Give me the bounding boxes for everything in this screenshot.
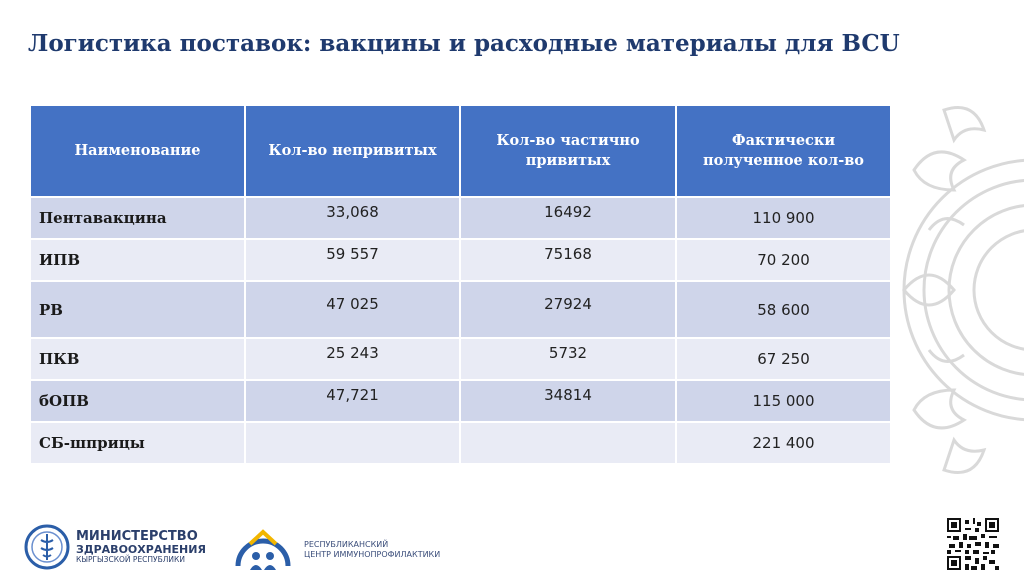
- row-name: СБ-шприцы: [30, 422, 245, 464]
- row-received: 70 200: [676, 239, 891, 281]
- row-unvaccinated: 47,721: [245, 380, 460, 422]
- row-unvaccinated: 59 557: [245, 239, 460, 281]
- immunization-center-emblem-icon: [230, 526, 296, 574]
- center-line1: РЕСПУБЛИКАНСКИЙ: [304, 540, 389, 549]
- row-partially: 34814: [460, 380, 676, 422]
- header-unvaccinated: Кол-во непривитых: [245, 105, 460, 197]
- row-partially: 75168: [460, 239, 676, 281]
- header-partially-vaccinated: Кол-во частично привитых: [460, 105, 676, 197]
- table-row: [30, 281, 891, 338]
- row-name: ПКВ: [30, 338, 245, 380]
- row-partially: 27924: [460, 281, 676, 338]
- row-received: 115 000: [676, 380, 891, 422]
- row-partially: 5732: [460, 338, 676, 380]
- ministry-emblem-icon: [24, 524, 70, 570]
- row-received: 110 900: [676, 197, 891, 239]
- row-received: 67 250: [676, 338, 891, 380]
- row-received: 58 600: [676, 281, 891, 338]
- ministry-line3: КЫРГЫЗСКОЙ РЕСПУБЛИКИ: [76, 554, 185, 564]
- table-row: [30, 239, 891, 281]
- row-unvaccinated: 33,068: [245, 197, 460, 239]
- row-unvaccinated: [245, 422, 460, 464]
- row-unvaccinated: 47 025: [245, 281, 460, 338]
- row-received: 221 400: [676, 422, 891, 464]
- ministry-line1: МИНИСТЕРСТВО: [76, 529, 198, 545]
- row-partially: 16492: [460, 197, 676, 239]
- table-row: [30, 380, 891, 422]
- row-name: РВ: [30, 281, 245, 338]
- vaccine-supply-table: [29, 104, 892, 465]
- row-name: бОПВ: [30, 380, 245, 422]
- slide-title: Логистика поставок: вакцины и расходные материалы для BCU: [28, 30, 900, 57]
- table-row: [30, 197, 891, 239]
- ministry-line2: ЗДРАВООХРАНЕНИЯ: [76, 543, 206, 557]
- table-row: [30, 338, 891, 380]
- ministry-logo: [24, 524, 206, 570]
- row-partially: [460, 422, 676, 464]
- ornament-pattern-icon: [884, 70, 1024, 510]
- center-line2: ЦЕНТР ИММУНОПРОФИЛАКТИКИ: [304, 550, 441, 559]
- row-name: ИПВ: [30, 239, 245, 281]
- table-header-row: [30, 105, 891, 197]
- qr-code-icon: [947, 518, 999, 570]
- table-row: [30, 422, 891, 464]
- immunization-center-logo: [230, 526, 440, 574]
- row-unvaccinated: 25 243: [245, 338, 460, 380]
- header-received: Фактически полученное кол-во: [676, 105, 891, 197]
- header-name: Наименование: [30, 105, 245, 197]
- row-name: Пентавакцина: [30, 197, 245, 239]
